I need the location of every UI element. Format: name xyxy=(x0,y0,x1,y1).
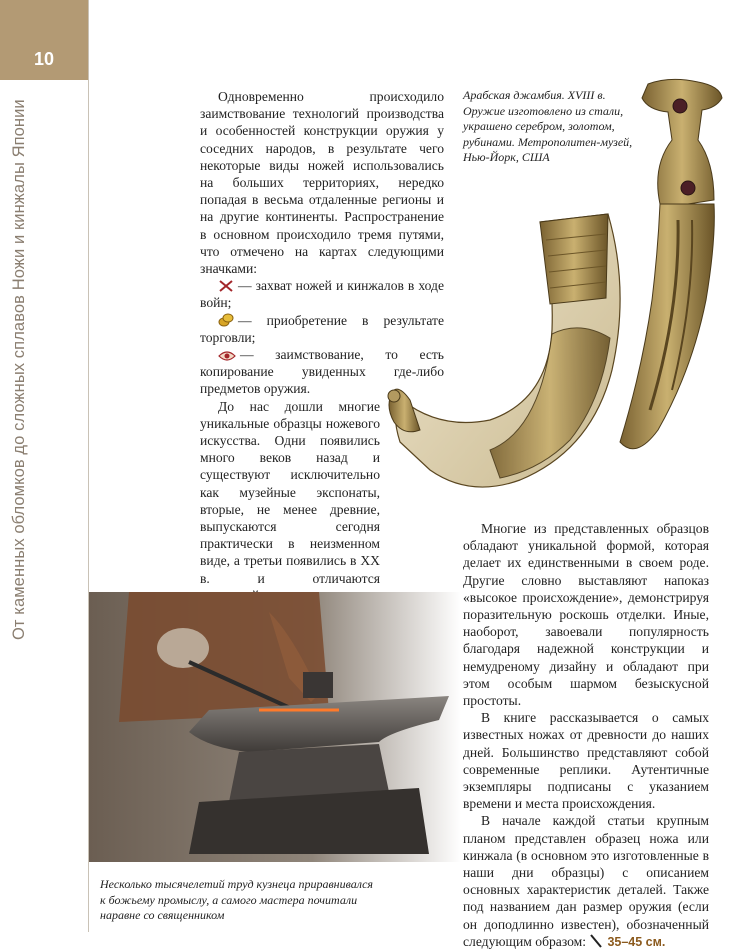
legend-war xyxy=(200,277,444,311)
legend-trade-text: — приобретение в результате торговли; xyxy=(200,312,444,345)
legend-borrow xyxy=(200,346,444,398)
paragraph: До нас дошли многие уникальные образцы ножевого искусства. Одни появились много веков назад и существуют исключительно как музейные экспонаты, вторые, не менее древние, выпускаются сегодня практически в неизменном виде, а третьи появились в XX в. и отличаются xyxy=(200,398,380,586)
eye-icon xyxy=(218,351,236,361)
caption-line: украшено серебром, золотом, xyxy=(463,119,615,133)
paragraph-text: В начале каждой статьи крупным планом представлен образец ножа или кинжала (в основном это изготовленные в наши дни образцы) с описанием основных характеристик деталей. Также под названием дан размер оружия (если он доподлинно известен), обозначенный следующим образом: xyxy=(463,813,709,949)
legend-trade xyxy=(200,312,444,346)
caption-line: Арабская джамбия. XVIII в. xyxy=(463,88,606,102)
knife-icon xyxy=(589,934,603,948)
legend-borrow-text: — заимствование, то есть копирование увиденных где-либо предметов оружия. xyxy=(200,347,444,397)
size-label: 35–45 см. xyxy=(607,934,666,949)
left-column xyxy=(200,88,444,639)
paragraph: Многие из представленных образцов обладают уникальной формой, которая делает их единственными в своем роде. Другие словно выставляют напоказ «высокое происхождение», демонстрируя поразительную роскошь отделки. Иные, наоборот, завоевали популярность благодаря надежной конструкции и немудреному дизайну и обладают при этом особым шармом безыскусной простоты. xyxy=(463,521,709,709)
caption-line: Нью-Йорк, США xyxy=(463,150,550,164)
paragraph: Одновременно происходило заимствование технологий производства и особенностей конструкции оружия у соседних народов, в результате чего некоторые виды ножей использовались на больших территориях, нередко попадая в весьма отдаленные регионы и на другие континенты. Распространение в основном происходило тремя путями, что отмечено на картах следующими значками: xyxy=(200,89,444,277)
crossed-swords-icon xyxy=(218,280,234,292)
caption-line: Оружие изготовлено из стали, xyxy=(463,103,624,118)
paragraph: В книге рассказывается о самых известных ножах от древности до наших дней. Большинство представляют собой современные реплики. Аутентичные экземпляры подписаны с указанием времени и места происхождения. xyxy=(463,710,709,812)
caption-line: наравне со священником xyxy=(100,908,225,922)
caption-line: Несколько тысячелетий труд кузнеца приравнивался xyxy=(100,877,374,891)
right-column xyxy=(463,520,709,951)
section-title: От каменных обломков до сложных сплавов Ножи и кинжалы Японии xyxy=(10,99,28,640)
blacksmith-caption xyxy=(100,877,400,924)
paragraph xyxy=(463,812,709,951)
legend-war-text: — захват ножей и кинжалов в ходе войн; xyxy=(200,278,444,311)
coins-icon xyxy=(218,313,234,327)
page-number: 10 xyxy=(0,0,88,80)
caption-line: к божьему промыслу, а самого мастера почитали xyxy=(100,892,358,907)
dagger-caption xyxy=(463,88,643,166)
caption-line: рубинами. Метрополитен-музей, xyxy=(463,134,633,149)
blacksmith-illustration xyxy=(89,592,461,862)
sidebar xyxy=(0,0,89,932)
